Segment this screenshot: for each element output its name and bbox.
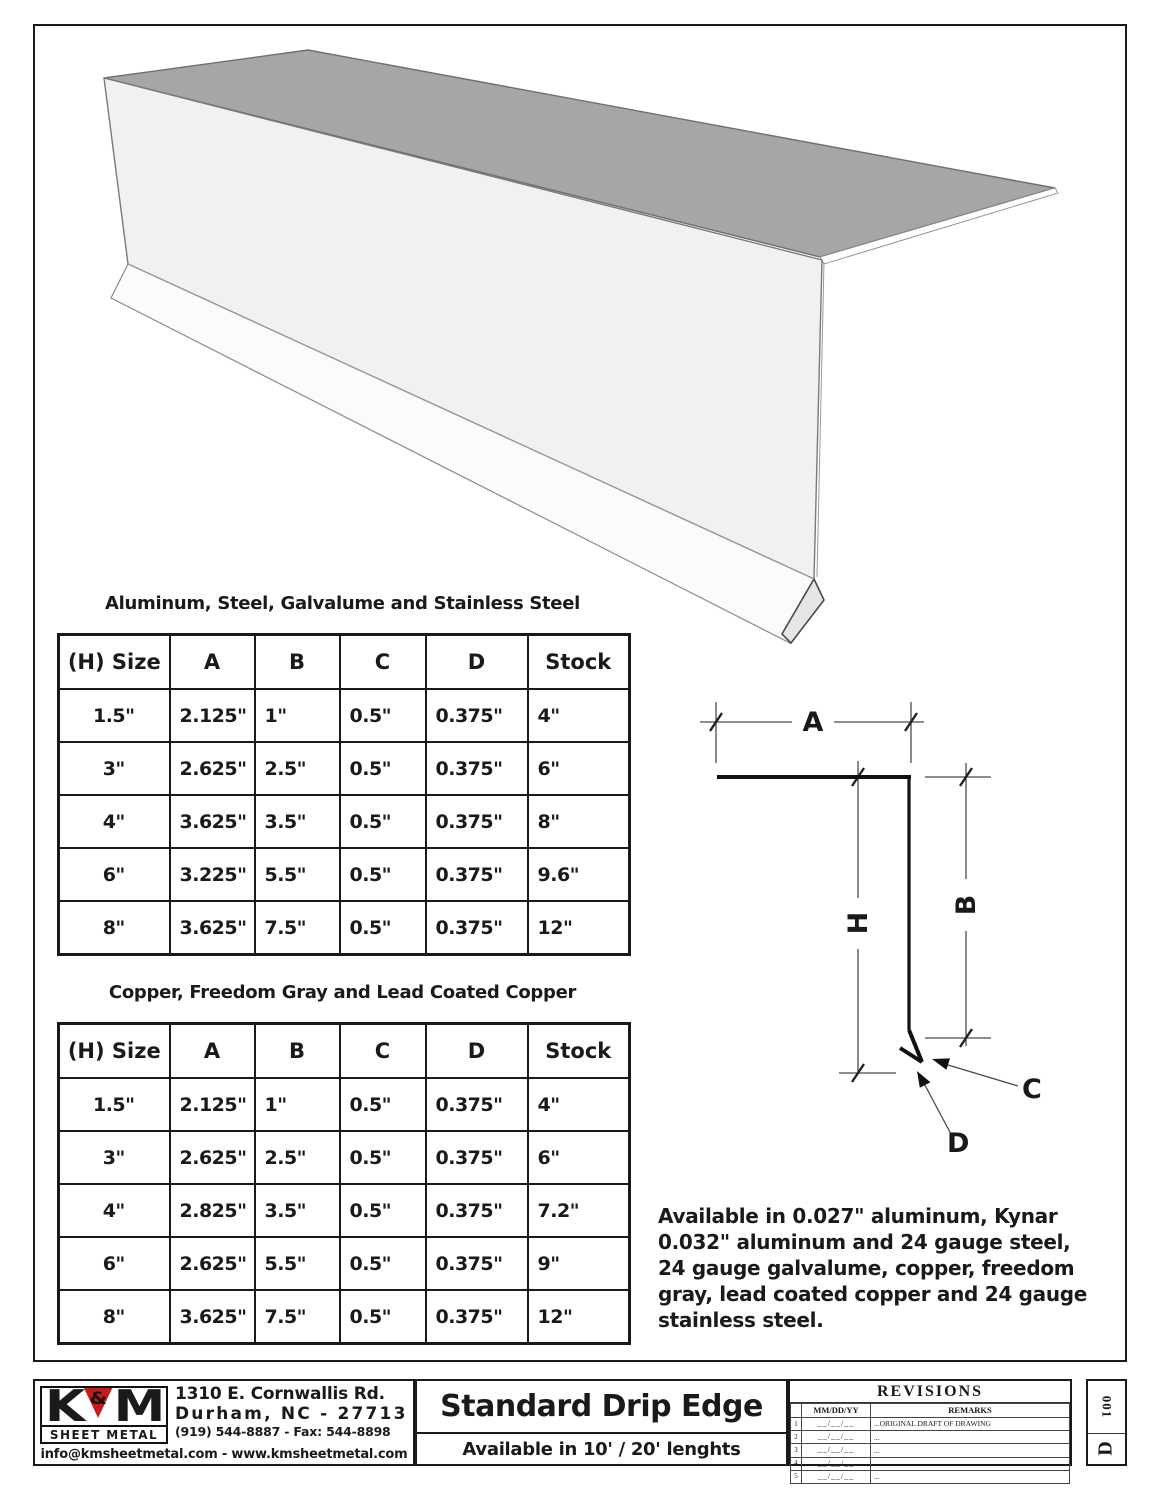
table-row — [59, 901, 630, 955]
revision-remark: ... — [871, 1457, 1070, 1470]
table-cell: 2.625" — [170, 1131, 255, 1184]
table-row — [59, 1237, 630, 1290]
table-cell: 1" — [255, 1078, 340, 1131]
revision-date: __/__/__ — [802, 1457, 871, 1470]
table-cell: 3.625" — [170, 795, 255, 848]
table-row — [59, 1184, 630, 1237]
table-cell: 3" — [59, 1131, 170, 1184]
table-metal-sizes — [57, 633, 631, 956]
revision-num: 2 — [791, 1431, 802, 1444]
table-cell: 3.625" — [170, 901, 255, 955]
table-title-metal: Aluminum, Steel, Galvalume and Stainless Steel — [104, 593, 580, 614]
table-cell: 6" — [59, 1237, 170, 1290]
table-cell: 0.5" — [340, 795, 426, 848]
table-row — [59, 1131, 630, 1184]
logo-ampersand: & — [89, 1389, 108, 1409]
address-line-1: 1310 E. Cornwallis Rd. — [175, 1384, 385, 1404]
table-cell: 2.5" — [255, 1131, 340, 1184]
revision-date: __/__/__ — [802, 1431, 871, 1444]
revision-row — [791, 1444, 1070, 1457]
column-header: (H) Size — [59, 1024, 170, 1079]
revision-remark: ... — [871, 1470, 1070, 1483]
sheet-id-box — [1086, 1379, 1127, 1466]
column-header: C — [340, 635, 426, 690]
materials-note — [658, 1203, 1128, 1333]
table-cell: 3.5" — [255, 1184, 340, 1237]
table-cell: 0.375" — [426, 901, 528, 955]
logo-letter-m: M — [113, 1381, 163, 1432]
note-line: stainless steel. — [658, 1308, 824, 1332]
table-row — [59, 1290, 630, 1344]
column-header: C — [340, 1024, 426, 1079]
column-header: A — [170, 1024, 255, 1079]
revision-num: 5 — [791, 1470, 802, 1483]
table-cell: 9.6" — [528, 848, 630, 901]
table-cell: 1.5" — [59, 689, 170, 742]
revision-date: __/__/__ — [802, 1444, 871, 1457]
table-cell: 6" — [528, 1131, 630, 1184]
logo-letters — [31, 1381, 177, 1432]
profile-diagram — [700, 702, 1042, 1159]
dim-label-h: H — [843, 911, 874, 935]
column-header: B — [255, 635, 340, 690]
drawing-title: Standard Drip Edge — [417, 1381, 786, 1434]
revision-remark: ... — [871, 1431, 1070, 1444]
table-cell: 2.625" — [170, 742, 255, 795]
column-header: B — [255, 1024, 340, 1079]
revision-remark: ...ORIGINAL DRAFT OF DRAWING — [871, 1418, 1070, 1431]
table-cell: 0.5" — [340, 1184, 426, 1237]
table-cell: 0.375" — [426, 848, 528, 901]
table-cell: 3.625" — [170, 1290, 255, 1344]
table-cell: 6" — [59, 848, 170, 901]
company-logo — [40, 1381, 168, 1444]
table-cell: 0.5" — [340, 689, 426, 742]
table-copper-sizes — [57, 1022, 631, 1345]
table-cell: 7.5" — [255, 901, 340, 955]
logo-letter-k: K — [45, 1381, 83, 1432]
revisions-box — [788, 1379, 1072, 1482]
table-cell: 8" — [59, 1290, 170, 1344]
revision-date: __/__/__ — [802, 1418, 871, 1431]
note-line: 24 gauge galvalume, copper, freedom — [658, 1256, 1075, 1280]
revisions-num-header — [791, 1404, 802, 1418]
email-web-line: info@kmsheetmetal.com - www.kmsheetmetal.com — [40, 1447, 408, 1462]
dim-label-c: C — [1022, 1074, 1042, 1105]
table-cell: 2.625" — [170, 1237, 255, 1290]
table-cell: 5.5" — [255, 1237, 340, 1290]
revision-row — [791, 1470, 1070, 1483]
table-cell: 0.5" — [340, 742, 426, 795]
table-title-copper: Copper, Freedom Gray and Lead Coated Copper — [108, 982, 577, 1003]
table-cell: 3" — [59, 742, 170, 795]
revisions-header-row — [791, 1404, 1070, 1418]
revision-row — [791, 1457, 1070, 1470]
revision-row — [791, 1418, 1070, 1431]
table-cell: 0.375" — [426, 795, 528, 848]
table-cell: 2.5" — [255, 742, 340, 795]
table-cell: 0.375" — [426, 1131, 528, 1184]
table-cell: 2.125" — [170, 1078, 255, 1131]
table-cell: 0.375" — [426, 689, 528, 742]
note-line: gray, lead coated copper and 24 gauge — [658, 1282, 1088, 1306]
table-cell: 0.5" — [340, 1131, 426, 1184]
revisions-remarks-header: REMARKS — [871, 1404, 1070, 1418]
table-cell: 6" — [528, 742, 630, 795]
revision-remark: ... — [871, 1444, 1070, 1457]
table-cell: 0.375" — [426, 1237, 528, 1290]
column-header: A — [170, 635, 255, 690]
revision-num: 4 — [791, 1457, 802, 1470]
drawing-title-box — [415, 1379, 788, 1466]
leader-arrow-d — [917, 1071, 930, 1088]
dimension-ticks — [710, 713, 972, 1082]
note-line: 0.032" aluminum and 24 gauge steel, — [658, 1230, 1071, 1254]
table-cell: 4" — [59, 795, 170, 848]
column-header: Stock — [528, 635, 630, 690]
table-cell: 3.5" — [255, 795, 340, 848]
table-cell: 0.375" — [426, 1290, 528, 1344]
table-cell: 0.375" — [426, 1184, 528, 1237]
table-cell: 4" — [528, 689, 630, 742]
table-row — [59, 689, 630, 742]
company-address — [175, 1384, 415, 1439]
note-line: Available in 0.027" aluminum, Kynar — [658, 1204, 1058, 1228]
table-cell: 8" — [528, 795, 630, 848]
table-cell: 4" — [528, 1078, 630, 1131]
dim-label-b: B — [951, 894, 982, 916]
table-row — [59, 742, 630, 795]
revision-num: 3 — [791, 1444, 802, 1457]
leader-arrow-c — [932, 1058, 950, 1069]
table-cell: 4" — [59, 1184, 170, 1237]
table-cell: 0.5" — [340, 848, 426, 901]
revision-date: __/__/__ — [802, 1470, 871, 1483]
sheet-number: 001 — [1099, 1395, 1115, 1419]
revisions-heading: REVISIONS — [790, 1381, 1070, 1403]
table-header-row — [59, 635, 630, 690]
profile-shape — [717, 777, 922, 1062]
revisions-table — [790, 1403, 1070, 1484]
logo-caption: SHEET METAL — [42, 1425, 166, 1443]
dim-label-a: A — [802, 707, 824, 738]
drawing-subtitle: Available in 10' / 20' lenghts — [462, 1438, 741, 1460]
table-cell: 2.825" — [170, 1184, 255, 1237]
table-cell: 7.2" — [528, 1184, 630, 1237]
company-box — [33, 1379, 415, 1466]
table-cell: 8" — [59, 901, 170, 955]
logo-ampersand-triangle — [83, 1388, 114, 1425]
revision-num: 1 — [791, 1418, 802, 1431]
table-cell: 3.225" — [170, 848, 255, 901]
table-cell: 0.375" — [426, 742, 528, 795]
table-cell: 12" — [528, 1290, 630, 1344]
table-cell: 1" — [255, 689, 340, 742]
table-cell: 12" — [528, 901, 630, 955]
revisions-date-header: MM/DD/YY — [802, 1404, 871, 1418]
table-cell: 0.5" — [340, 1290, 426, 1344]
column-header: (H) Size — [59, 635, 170, 690]
table-cell: 0.5" — [340, 1237, 426, 1290]
column-header: D — [426, 635, 528, 690]
table-cell: 7.5" — [255, 1290, 340, 1344]
column-header: Stock — [528, 1024, 630, 1079]
iso-drawing — [104, 50, 1058, 643]
address-line-2: Durham, NC - 27713 — [175, 1404, 408, 1424]
sheet-letter: D — [1094, 1441, 1117, 1456]
dim-label-d: D — [947, 1128, 970, 1159]
table-row — [59, 848, 630, 901]
table-cell: 0.5" — [340, 1078, 426, 1131]
table-row — [59, 795, 630, 848]
table-cell: 9" — [528, 1237, 630, 1290]
table-header-row — [59, 1024, 630, 1079]
table-cell: 2.125" — [170, 689, 255, 742]
column-header: D — [426, 1024, 528, 1079]
phone-fax-line: (919) 544-8887 - Fax: 544-8898 — [175, 1424, 391, 1439]
table-cell: 5.5" — [255, 848, 340, 901]
revision-row — [791, 1431, 1070, 1444]
table-cell: 0.5" — [340, 901, 426, 955]
table-cell: 1.5" — [59, 1078, 170, 1131]
table-row — [59, 1078, 630, 1131]
table-cell: 0.375" — [426, 1078, 528, 1131]
